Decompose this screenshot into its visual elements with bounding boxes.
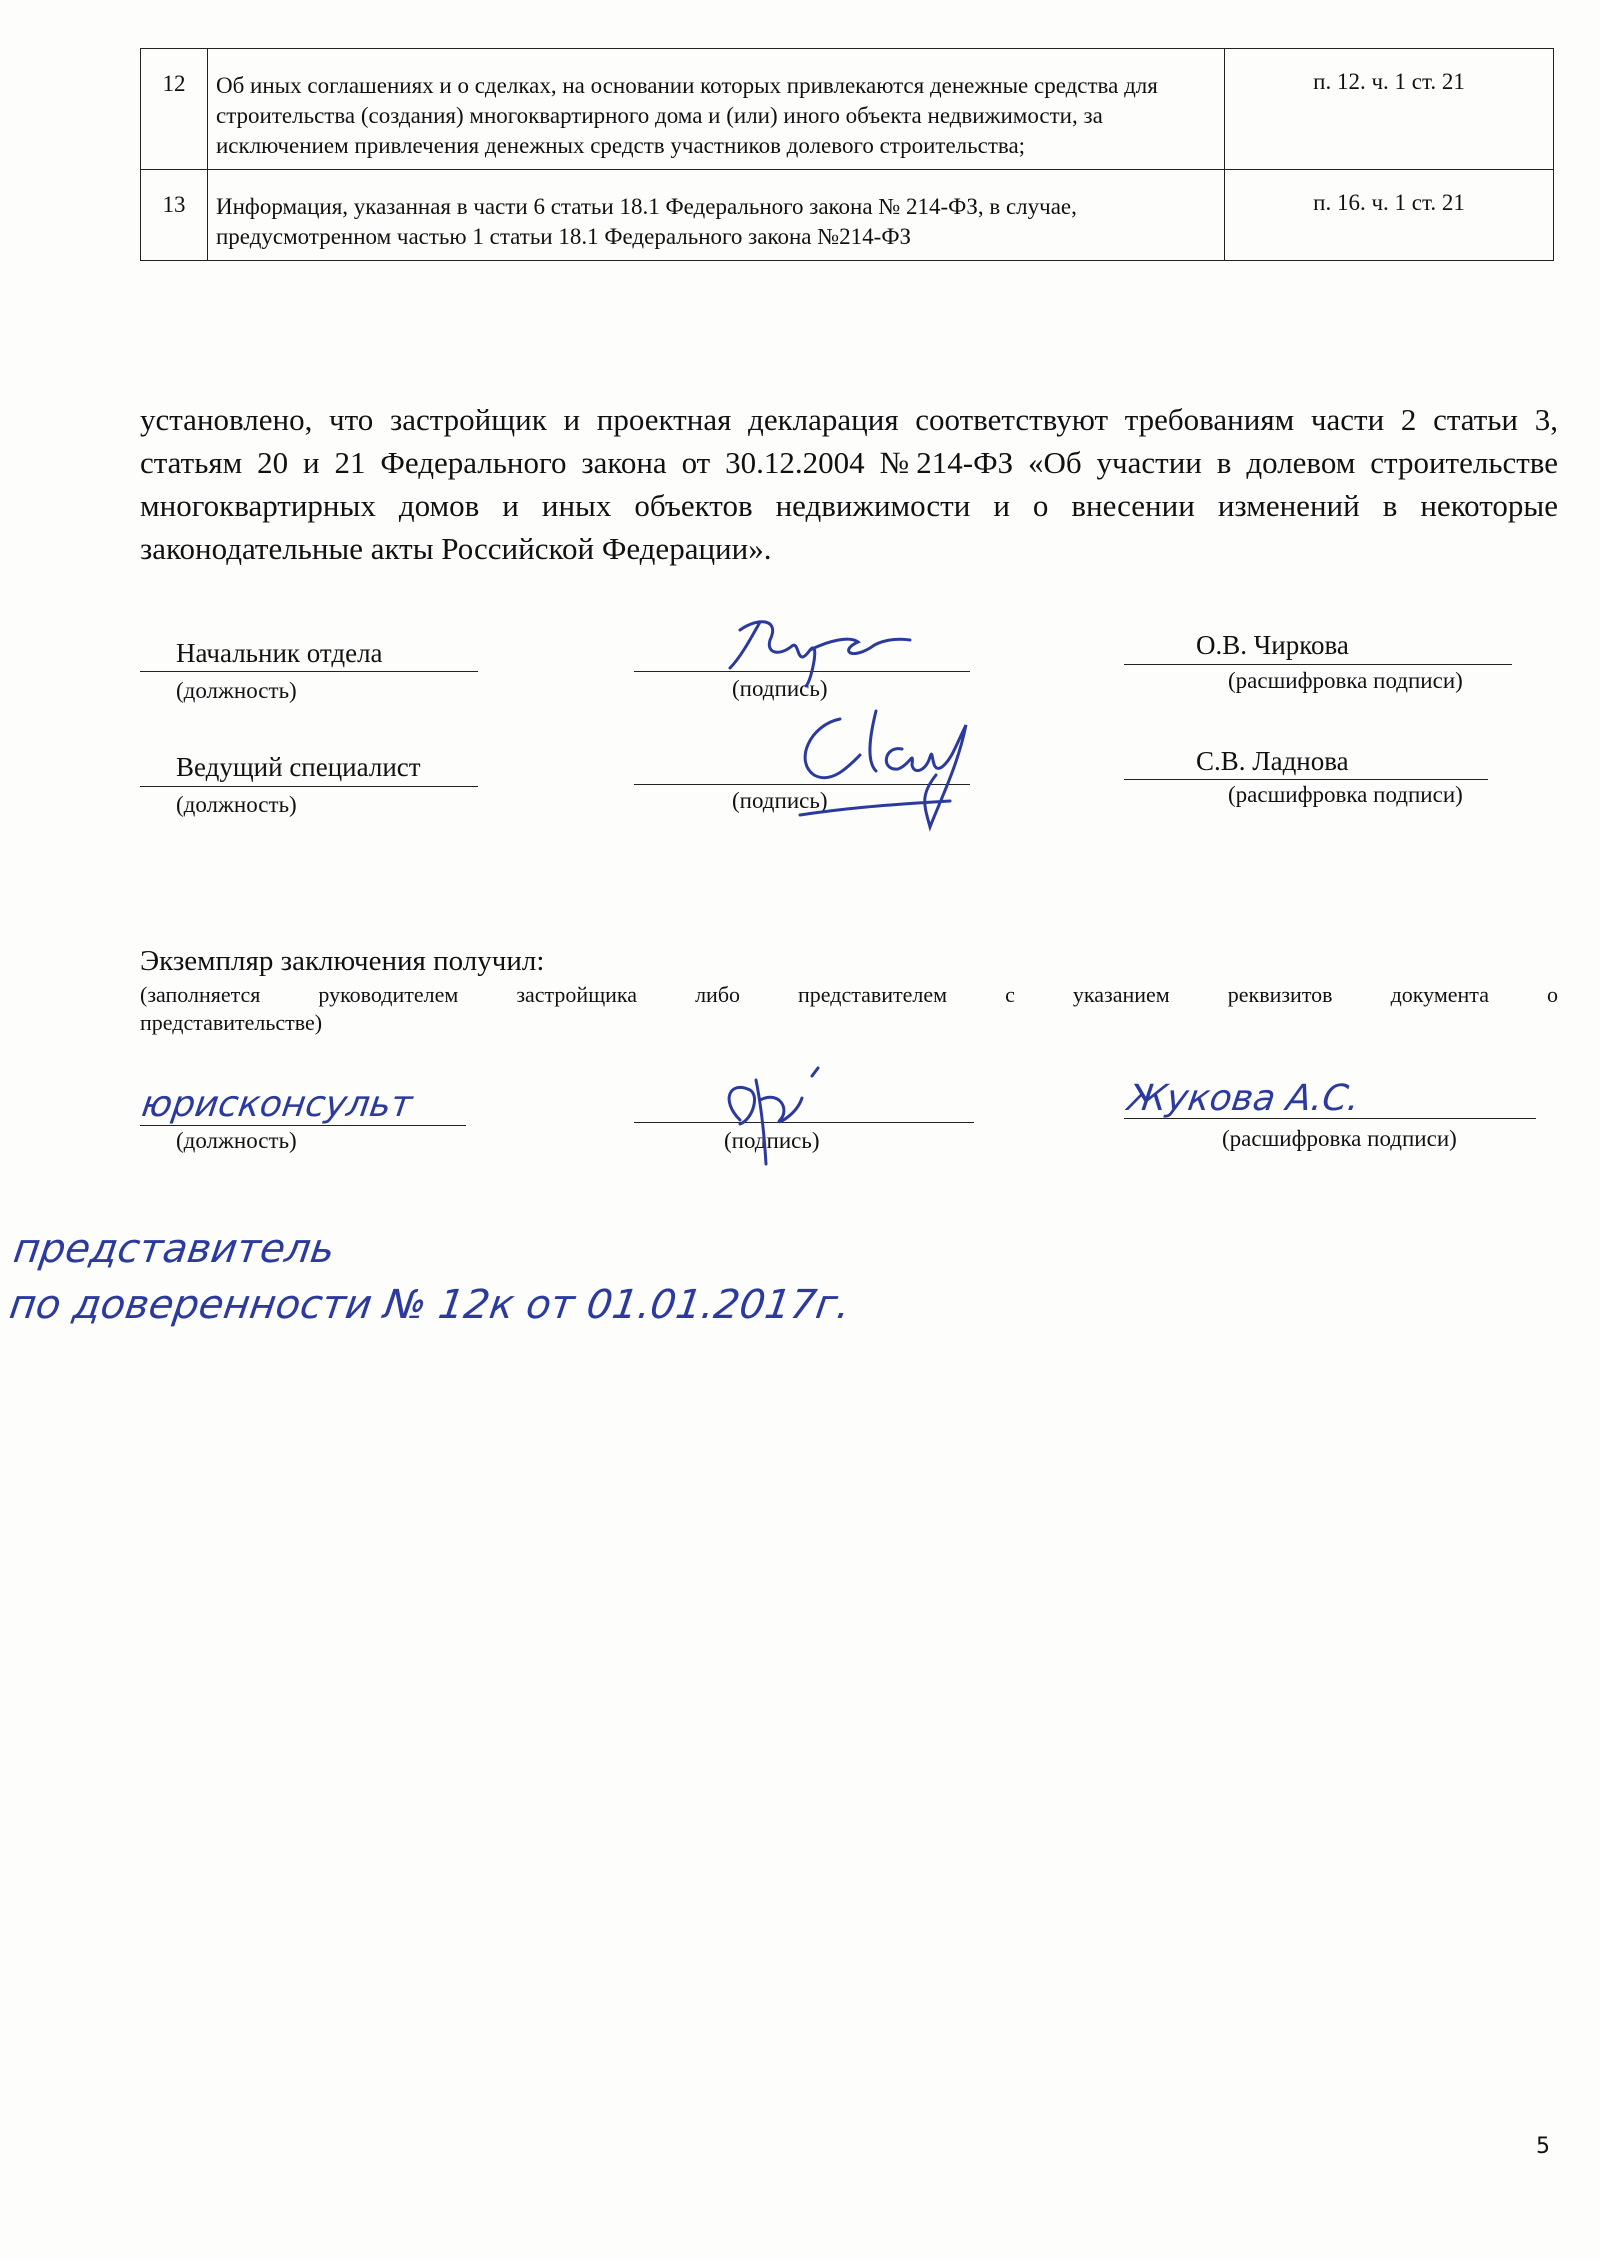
position-caption: (должность) — [176, 792, 297, 817]
receipt-note: (заполняется руководителем застройщика либо представителем с указанием реквизитов документа о — [140, 982, 1558, 1007]
position-specialist: Ведущий специалист — [176, 752, 421, 782]
receipt-heading: Экземпляр заключения получил: — [140, 945, 545, 977]
row-reference: п. 12. ч. 1 ст. 21 — [1225, 49, 1554, 170]
position-line — [140, 1125, 466, 1126]
requirements-table — [140, 48, 1554, 261]
position-line — [140, 786, 478, 787]
row-reference: п. 16. ч. 1 ст. 21 — [1225, 170, 1554, 261]
table-row — [141, 49, 1554, 170]
decoding-line — [1124, 779, 1488, 780]
position-caption: (должность) — [176, 1128, 297, 1153]
handwritten-name: Жукова А.С. — [1125, 1078, 1363, 1119]
decoding-line — [1124, 664, 1512, 665]
position-head: Начальник отдела — [176, 638, 383, 668]
row-description: Информация, указанная в части 6 статьи 18.1 Федерального закона № 214-ФЗ, в случае, предусмотренном частью 1 статьи 18.1 Федерального закона №214-ФЗ — [208, 170, 1225, 261]
handwritten-note-line2: по доверенности № 12к от 01.01.2017г. — [6, 1282, 853, 1328]
signature-caption: (подпись) — [724, 1128, 820, 1153]
page-number: 5 — [1536, 2134, 1550, 2159]
decoding-specialist: С.В. Ладнова — [1196, 746, 1349, 776]
signature-ladnova — [780, 705, 1010, 835]
table-row — [141, 170, 1554, 261]
position-line — [140, 671, 478, 672]
decoding-caption: (расшифровка подписи) — [1228, 668, 1463, 693]
position-caption: (должность) — [176, 678, 297, 703]
decoding-head: О.В. Чиркова — [1196, 630, 1349, 660]
row-number: 13 — [141, 170, 208, 261]
handwritten-position: юрисконсульт — [139, 1084, 415, 1125]
signature-caption: (подпись) — [732, 788, 828, 813]
receipt-note-continued: представительстве) — [140, 1010, 323, 1035]
signature-receiver — [700, 1060, 840, 1170]
decoding-caption: (расшифровка подписи) — [1222, 1126, 1457, 1151]
signature-chirkova — [700, 610, 920, 690]
signature-caption: (подпись) — [732, 676, 828, 701]
conclusion-paragraph: установлено, что застройщик и проектная декларация соответствуют требованиям части 2 статьи 3, статьям 20 и 21 Федерального закона от 30.12.2004 №214-ФЗ «Об участии в долевом строительстве многоквартирных домов и иных объектов недвижимости и о внесении изменений в некоторые законодательные акты Российской Федерации». — [140, 402, 1558, 566]
decoding-caption: (расшифровка подписи) — [1228, 782, 1463, 807]
row-description: Об иных соглашениях и о сделках, на основании которых привлекаются денежные средства для строительства (создания) многоквартирного дома и (или) иного объекта недвижимости, за исключением привлечения денежных средств участников долевого строительства; — [208, 49, 1225, 170]
row-number: 12 — [141, 49, 208, 170]
handwritten-note-line1: представитель — [10, 1226, 338, 1272]
